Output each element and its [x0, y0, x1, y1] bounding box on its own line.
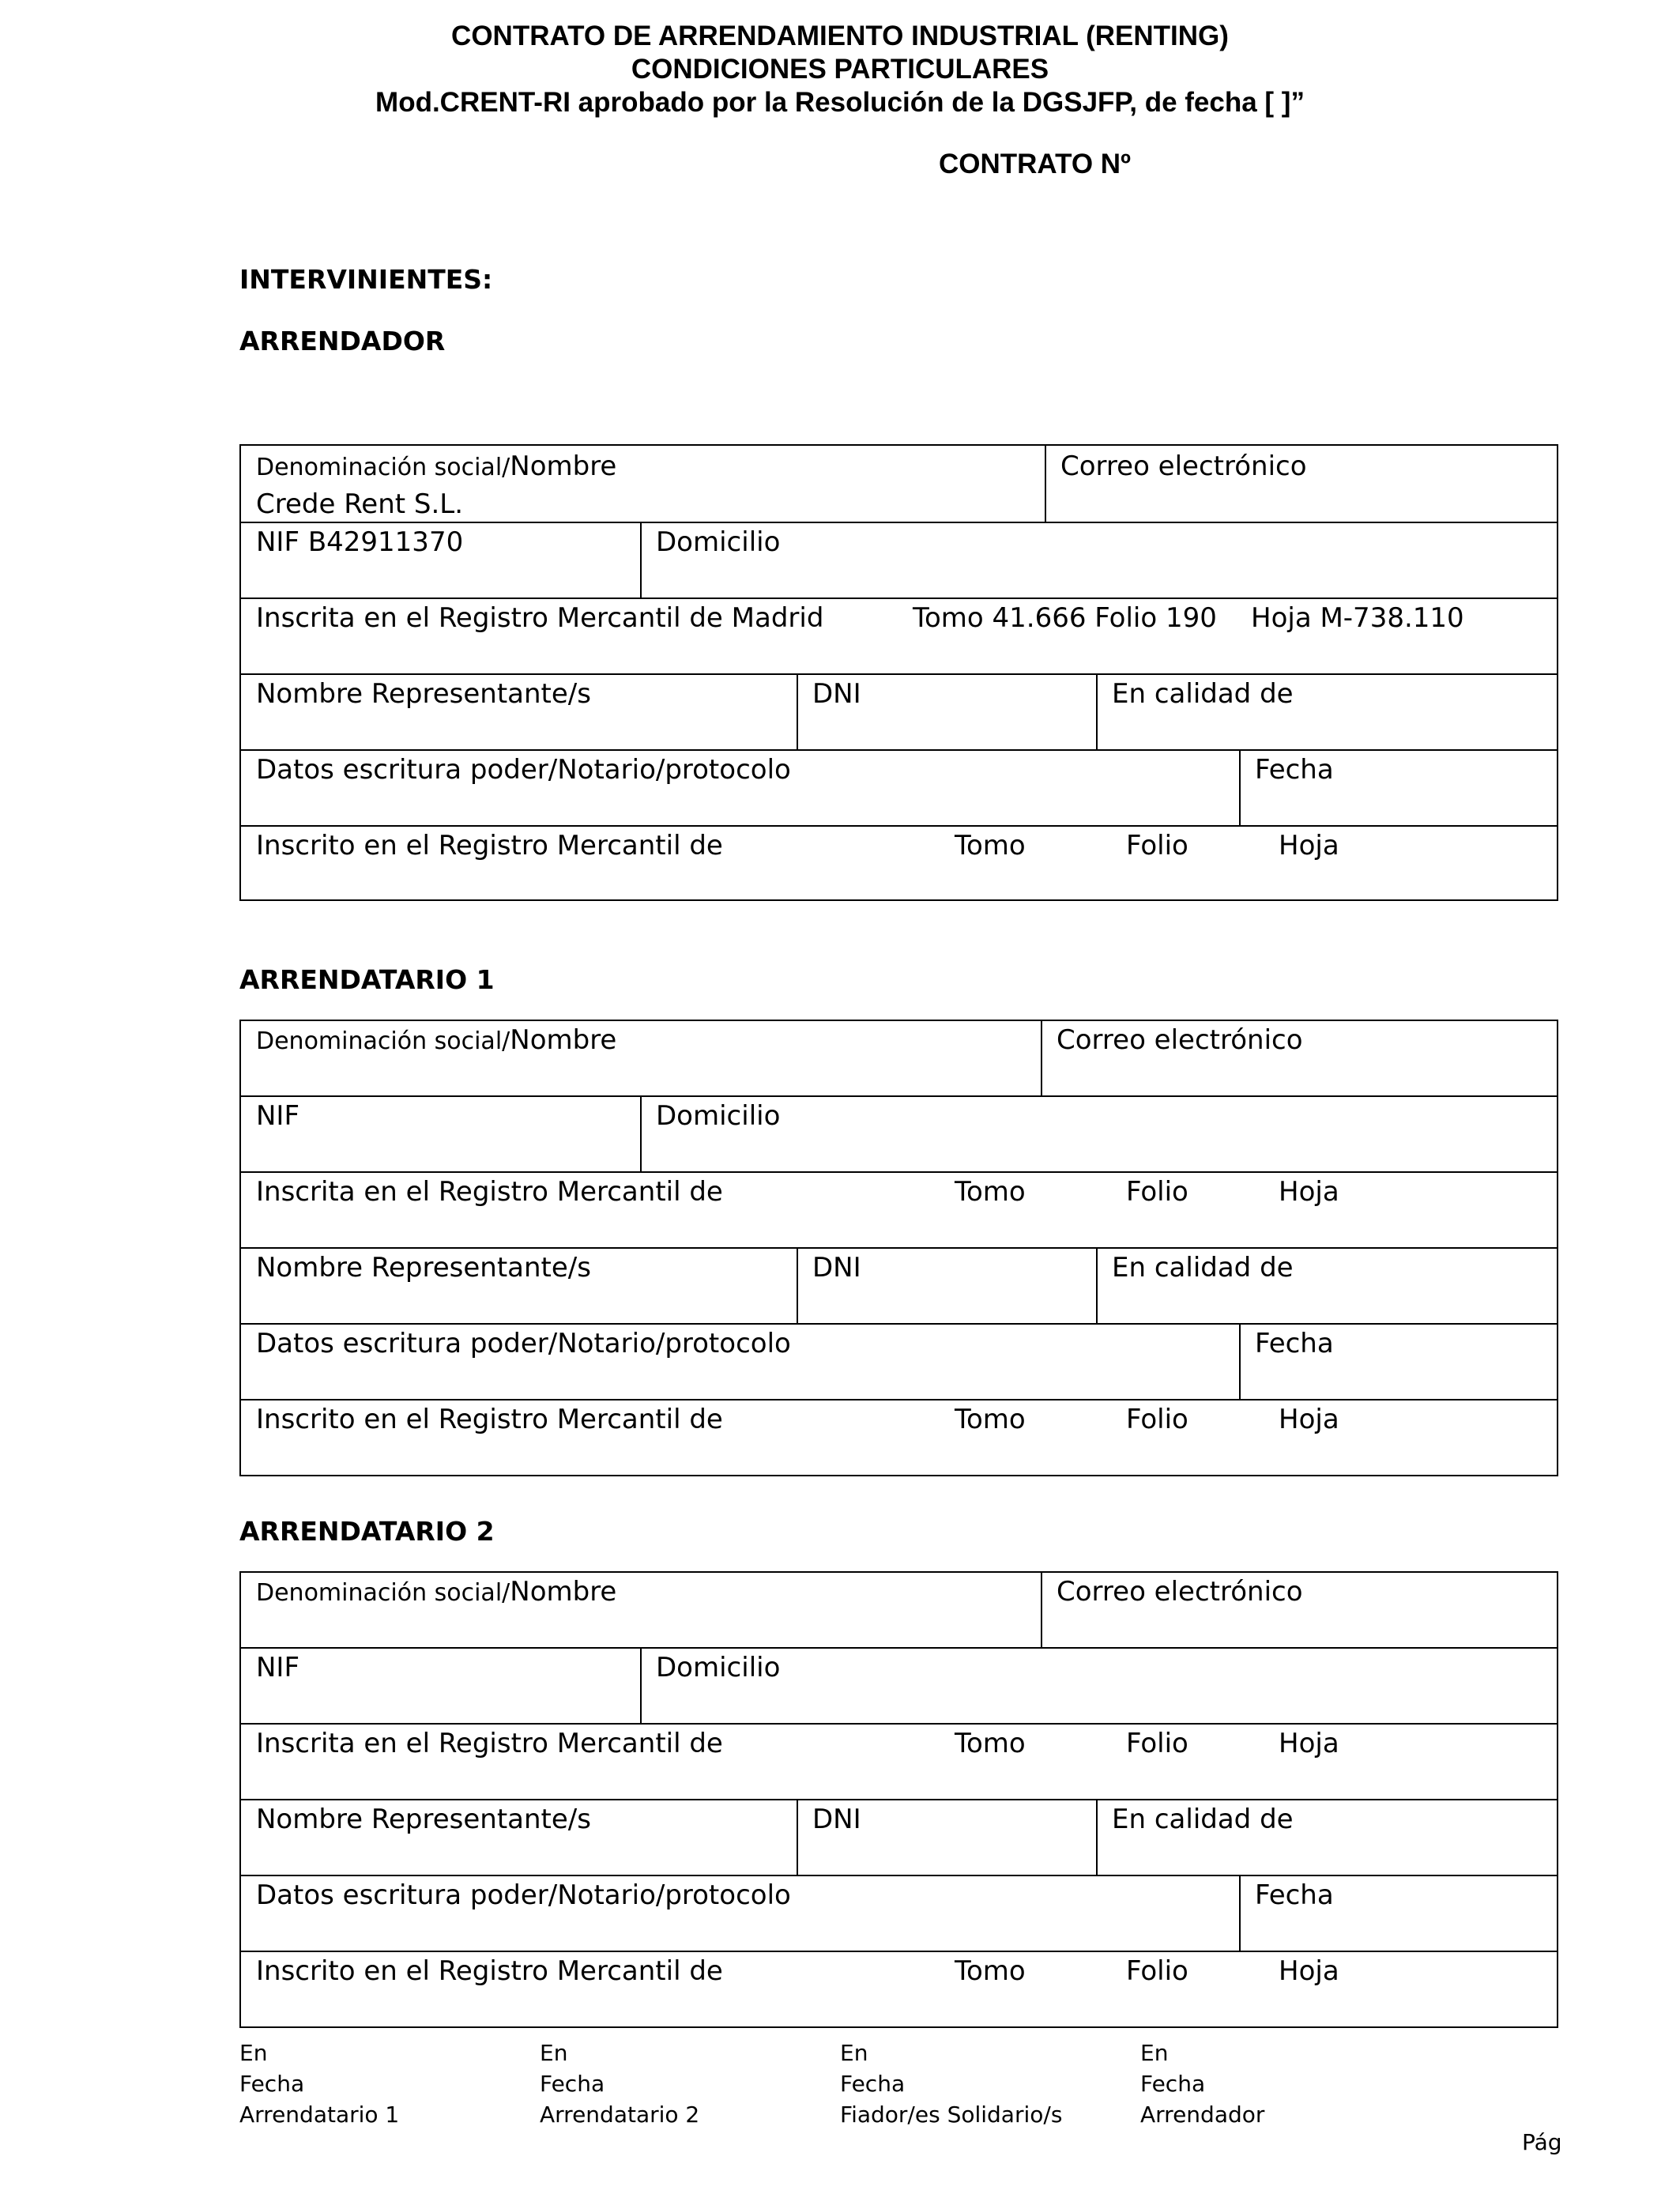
dni-cell[interactable]: [797, 675, 1097, 751]
a2-inscrito-label[interactable]: Inscrito en el Registro Mercantil de: [256, 1955, 723, 1987]
signature-en: En: [840, 2040, 868, 2066]
document-title: CONTRATO DE ARRENDAMIENTO INDUSTRIAL (RENTING): [451, 21, 1229, 51]
nif-field[interactable]: NIF B42911370: [256, 526, 464, 558]
calidad-cell[interactable]: [1096, 675, 1557, 751]
dni-label: DNI: [812, 678, 861, 710]
signature-fecha: Fecha: [840, 2071, 906, 2097]
a1-domicilio-label: Domicilio: [656, 1100, 781, 1132]
escritura-label[interactable]: Datos escritura poder/Notario/protocolo: [256, 754, 791, 786]
signature-fecha: Fecha: [1140, 2071, 1206, 2097]
a1-calidad-label: En calidad de: [1112, 1252, 1294, 1284]
a1-denominacion-prefix: Denominación social/: [256, 1027, 510, 1055]
inscrito-hoja[interactable]: Hoja: [1279, 830, 1339, 861]
a1-row-inscrito: [241, 1399, 1557, 1476]
a1-inscrito-tomo[interactable]: Tomo: [955, 1404, 1026, 1435]
a2-row-nif: [241, 1647, 1557, 1725]
arrendatario1-table: [239, 1020, 1558, 1476]
a1-domicilio-cell[interactable]: [640, 1097, 1557, 1173]
inscrito-folio[interactable]: Folio: [1126, 830, 1188, 861]
inscrito-tomo[interactable]: Tomo: [955, 830, 1026, 861]
a2-domicilio-cell[interactable]: [640, 1649, 1557, 1725]
signature-role: Arrendatario 2: [540, 2102, 700, 2128]
a1-representante-label[interactable]: Nombre Representante/s: [256, 1252, 591, 1284]
a2-correo-cell[interactable]: [1041, 1573, 1557, 1649]
a2-row-denominacion: [241, 1573, 1557, 1649]
a2-row-registro: [241, 1723, 1557, 1800]
a1-inscrito-hoja[interactable]: Hoja: [1279, 1404, 1339, 1435]
a1-denominacion-field[interactable]: [256, 1024, 616, 1057]
signature-en: En: [540, 2040, 568, 2066]
correo-cell[interactable]: [1045, 446, 1557, 523]
a1-inscrito-folio[interactable]: Folio: [1126, 1404, 1188, 1435]
arrendador-heading: ARRENDADOR: [239, 326, 446, 356]
a1-registro-label[interactable]: Inscrita en el Registro Mercantil de: [256, 1176, 723, 1208]
a1-calidad-cell[interactable]: [1096, 1249, 1557, 1325]
a2-inscrito-tomo[interactable]: Tomo: [955, 1955, 1026, 1987]
a2-correo-label: Correo electrónico: [1057, 1576, 1303, 1608]
a2-row-representante: [241, 1799, 1557, 1876]
a1-correo-label: Correo electrónico: [1057, 1024, 1303, 1056]
signature-block-arrendatario1: [239, 2038, 399, 2130]
a1-row-registro: [241, 1171, 1557, 1249]
domicilio-label: Domicilio: [656, 526, 781, 558]
fecha-cell[interactable]: [1239, 751, 1557, 827]
a2-calidad-label: En calidad de: [1112, 1804, 1294, 1835]
denominacion-prefix: Denominación social/: [256, 454, 510, 481]
arrendatario1-heading: ARRENDATARIO 1: [239, 964, 495, 995]
a2-registro-label[interactable]: Inscrita en el Registro Mercantil de: [256, 1728, 723, 1759]
a1-dni-cell[interactable]: [797, 1249, 1097, 1325]
a2-denominacion-field[interactable]: [256, 1576, 616, 1609]
a2-dni-label: DNI: [812, 1804, 861, 1835]
arrendatario2-table: [239, 1571, 1558, 2028]
signature-fecha: Fecha: [239, 2071, 305, 2097]
a2-hoja-label[interactable]: Hoja: [1279, 1728, 1339, 1759]
a2-denominacion-nombre: Nombre: [510, 1576, 617, 1608]
signature-en: En: [239, 2040, 268, 2066]
a1-dni-label: DNI: [812, 1252, 861, 1284]
a2-folio-label[interactable]: Folio: [1126, 1728, 1188, 1759]
a1-hoja-label[interactable]: Hoja: [1279, 1176, 1339, 1208]
a2-dni-cell[interactable]: [797, 1800, 1097, 1876]
a2-fecha-cell[interactable]: [1239, 1876, 1557, 1952]
a1-row-representante: [241, 1247, 1557, 1325]
a1-tomo-label[interactable]: Tomo: [955, 1176, 1026, 1208]
a1-folio-label[interactable]: Folio: [1126, 1176, 1188, 1208]
signature-block-arrendatario2: [540, 2038, 699, 2130]
arrendador-row-denominacion: [241, 446, 1557, 523]
page-label: Pág: [1522, 2129, 1562, 2155]
a1-row-nif: [241, 1095, 1557, 1173]
model-reference: Mod.CRENT-RI aprobado por la Resolución de la DGSJFP, de fecha [ ]”: [375, 87, 1305, 118]
a1-inscrito-label[interactable]: Inscrito en el Registro Mercantil de: [256, 1404, 723, 1435]
representante-label[interactable]: Nombre Representante/s: [256, 678, 591, 710]
arrendador-row-inscrito: [241, 825, 1557, 901]
company-name[interactable]: Crede Rent S.L.: [256, 488, 464, 520]
a1-fecha-cell[interactable]: [1239, 1325, 1557, 1400]
a1-nif-label[interactable]: NIF: [256, 1100, 300, 1132]
a2-row-escritura: [241, 1875, 1557, 1952]
a2-escritura-label[interactable]: Datos escritura poder/Notario/protocolo: [256, 1879, 791, 1911]
registro-field[interactable]: Inscrita en el Registro Mercantil de Madrid: [256, 602, 824, 634]
a2-row-inscrito: [241, 1951, 1557, 2028]
domicilio-cell[interactable]: [640, 523, 1557, 599]
a2-denominacion-prefix: Denominación social/: [256, 1579, 510, 1607]
signature-role: Arrendatario 1: [239, 2102, 400, 2128]
a2-domicilio-label: Domicilio: [656, 1652, 781, 1683]
signature-role: Fiador/es Solidario/s: [840, 2102, 1063, 2128]
a2-inscrito-folio[interactable]: Folio: [1126, 1955, 1188, 1987]
a2-inscrito-hoja[interactable]: Hoja: [1279, 1955, 1339, 1987]
inscrito-label[interactable]: Inscrito en el Registro Mercantil de: [256, 830, 723, 861]
signature-fecha: Fecha: [540, 2071, 605, 2097]
a2-representante-label[interactable]: Nombre Representante/s: [256, 1804, 591, 1835]
arrendador-table: [239, 444, 1558, 901]
signature-role: Arrendador: [1140, 2102, 1265, 2128]
a2-fecha-label: Fecha: [1255, 1879, 1334, 1911]
denominacion-nombre: Nombre: [510, 450, 617, 482]
a2-nif-label[interactable]: NIF: [256, 1652, 300, 1683]
denominacion-field[interactable]: [256, 450, 616, 484]
hoja-field[interactable]: Hoja M-738.110: [1251, 602, 1464, 634]
arrendador-row-registro: [241, 598, 1557, 675]
tomo-folio-field[interactable]: Tomo 41.666 Folio 190: [913, 602, 1217, 634]
a2-tomo-label[interactable]: Tomo: [955, 1728, 1026, 1759]
arrendador-row-representante: [241, 673, 1557, 751]
arrendador-row-escritura: [241, 749, 1557, 827]
intervinientes-heading: INTERVINIENTES:: [239, 264, 493, 295]
calidad-label: En calidad de: [1112, 678, 1294, 710]
document-subtitle: CONDICIONES PARTICULARES: [631, 54, 1049, 85]
a1-escritura-label[interactable]: Datos escritura poder/Notario/protocolo: [256, 1328, 791, 1359]
a2-calidad-cell[interactable]: [1096, 1800, 1557, 1876]
arrendador-row-nif: [241, 522, 1557, 599]
a1-denominacion-nombre: Nombre: [510, 1024, 617, 1056]
contract-number-label: CONTRATO Nº: [939, 149, 1131, 179]
fecha-label: Fecha: [1255, 754, 1334, 786]
a1-correo-cell[interactable]: [1041, 1021, 1557, 1097]
a1-fecha-label: Fecha: [1255, 1328, 1334, 1359]
signature-block-fiador: [840, 2038, 1062, 2130]
correo-label: Correo electrónico: [1060, 450, 1307, 482]
arrendatario2-heading: ARRENDATARIO 2: [239, 1516, 495, 1547]
signature-block-arrendador: [1140, 2038, 1264, 2130]
signature-en: En: [1140, 2040, 1169, 2066]
a1-row-escritura: [241, 1323, 1557, 1400]
a1-row-denominacion: [241, 1021, 1557, 1097]
